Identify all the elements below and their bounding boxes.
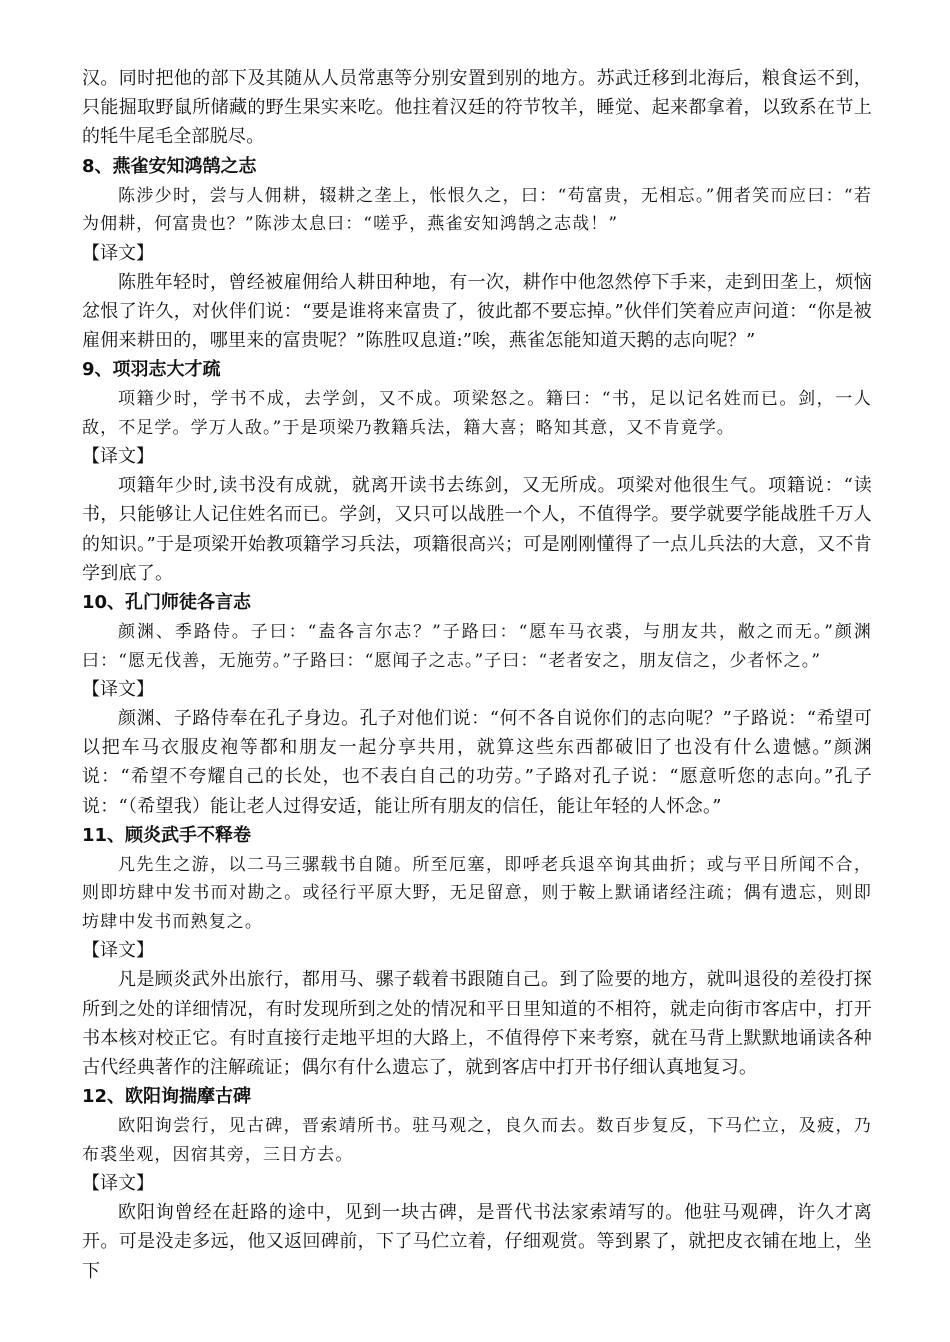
section-title: 10、孔门师徒各言志 xyxy=(82,592,252,614)
section-12 xyxy=(82,1082,872,1286)
translation-label: 【译文】 xyxy=(82,1173,154,1195)
section-title: 9、项羽志大才疏 xyxy=(82,359,221,381)
intro-paragraph: 汉。同时把他的部下及其随从人员常惠等分别安置到别的地方。苏武迁移到北海后，粮食运不到，只能掘取野鼠所储藏的野生果实来吃。他拄着汉廷的符节牧羊，睡觉、起来都拿着，以致系在节上的牦牛尾毛全部脱尽。 xyxy=(82,68,872,148)
document-page xyxy=(82,64,872,1286)
translation-text: 项籍年少时,读书没有成就，就离开读书去练剑，又无所成。项梁对他很生气。项籍说：“读书，只能够让人记住姓名而已。学剑，又只可以战胜一个人，不值得学。要学就要学能战胜千万人的知识。”于是项梁开始教项籍学习兵法，项籍很高兴；可是刚刚懂得了一点儿兵法的大意，又不肯学到底了。 xyxy=(82,475,872,584)
translation-label: 【译文】 xyxy=(82,446,154,468)
section-title: 11、顾炎武手不释卷 xyxy=(82,824,252,846)
section-8 xyxy=(82,152,872,356)
section-title: 8、燕雀安知鸿鹄之志 xyxy=(82,155,257,177)
translation-text: 陈胜年轻时，曾经被雇佣给人耕田种地，有一次，耕作中他忽然停下手来，走到田垄上，烦恼忿恨了许久，对伙伴们说：“要是谁将来富贵了，彼此都不要忘掉。”伙伴们笑着应声问道：“你是被雇佣来耕田的，哪里来的富贵呢？”陈胜叹息道:”唉，燕雀怎能知道天鹅的志向呢？” xyxy=(82,271,872,352)
section-title: 12、欧阳询揣摩古碑 xyxy=(82,1086,252,1108)
translation-text: 颜渊、子路侍奉在孔子身边。孔子对他们说：“何不各自说你们的志向呢？”子路说：“希望可以把车马衣服皮袍等都和朋友一起分享共用，就算这些东西都破旧了也没有什么遗憾。”颜渊说：“希望不夸耀自己的长处，也不表白自己的功劳。”子路对孔子说：“愿意听您的志向。”孔子说：“（希望我）能让老人过得安适，能让所有朋友的信任，能让年轻的人怀念。” xyxy=(82,708,872,817)
original-text: 欧阳询尝行，见古碑，晋索靖所书。驻马观之，良久而去。数百步复反，下马伫立，及疲，乃布裘坐观，因宿其旁，三日方去。 xyxy=(82,1116,872,1165)
original-text: 凡先生之游，以二马三骡载书自随。所至厄塞，即呼老兵退卒询其曲折；或与平日所闻不合，则即坊肆中发书而对勘之。或径行平原大野，无足留意，则于鞍上默诵诸经注疏；偶有遗忘，则即坊肆中发书而熟复之。 xyxy=(82,854,872,932)
translation-label: 【译文】 xyxy=(82,242,154,264)
translation-text: 凡是顾炎武外出旅行，都用马、骡子载着书跟随自己。到了险要的地方，就叫退役的差役打探所到之处的详细情况，有时发现所到之处的情况和平日里知道的不相符，就走向街市客店中，打开书本核对校正它。有时直接行走地平坦的大路上，不值得停下来考察，就在马背上默默地诵读各种古代经典著作的注解疏证；偶尔有什么遗忘了，就到客店中打开书仔细认真地复习。 xyxy=(82,969,872,1078)
translation-label: 【译文】 xyxy=(82,940,154,962)
translation-label: 【译文】 xyxy=(82,679,154,701)
section-11 xyxy=(82,821,872,1082)
translation-text: 欧阳询曾经在赶路的途中，见到一块古碑，是晋代书法家索靖写的。他驻马观碑，许久才离开。可是没走多远，他又返回碑前，下了马伫立着，仔细观赏。等到累了，就把皮衣铺在地上，坐下 xyxy=(82,1202,872,1282)
original-text: 项籍少时，学书不成，去学剑，又不成。项梁怒之。籍曰：“书，足以记名姓而已。剑，一人敌，不足学。学万人敌。”于是项梁乃教籍兵法，籍大喜；略知其意，又不肯竟学。 xyxy=(82,389,872,438)
section-10 xyxy=(82,588,872,821)
original-text: 颜渊、季路侍。子曰：“盍各言尔志？”子路曰：“愿车马衣裘，与朋友共，敝之而无。”颜渊曰：“愿无伐善，无施劳。”子路曰：“愿闻子之志。”子曰：“老者安之，朋友信之，少者怀之。” xyxy=(82,622,872,671)
section-9 xyxy=(82,355,872,588)
original-text: 陈涉少时，尝与人佣耕，辍耕之垄上，怅恨久之，曰：“苟富贵，无相忘。”佣者笑而应曰：“若为佣耕，何富贵也？”陈涉太息曰：“嗟乎，燕雀安知鸿鹄之志哉！” xyxy=(82,185,872,235)
